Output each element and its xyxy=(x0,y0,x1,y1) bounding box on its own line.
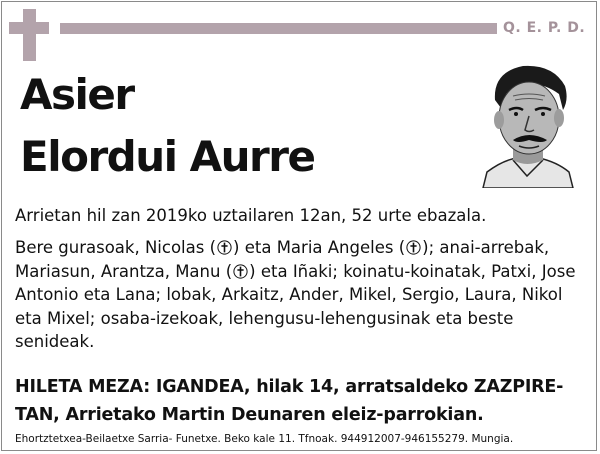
deceased-surname: Elordui Aurre xyxy=(20,132,315,181)
header-bar xyxy=(60,23,497,34)
family-list xyxy=(15,236,585,354)
family-text-3: ); anai-arrebak, Mariasun, Arantza, Manu ( xyxy=(15,238,550,281)
death-statement: Arrietan hil zan 2019ko uztailaren 12an, 52 urte ebazala. xyxy=(15,206,487,225)
family-text-1: Bere gurasoak, Nicolas ( xyxy=(15,238,217,257)
funeral-home-info: Ehortztetxea-Beilaetxe Sarria- Funetxe. Beko kale 11. Tfnoak. 944912007-946155279. Mungia. xyxy=(15,433,514,445)
funeral-mass-line-1: HILETA MEZA: IGANDEA, hilak 14, arratsaldeko ZAZPIRE- xyxy=(15,377,564,397)
deceased-first-name: Asier xyxy=(20,70,134,119)
qepd-label: Q. E. P. D. xyxy=(503,20,586,36)
funeral-mass-info xyxy=(15,373,585,429)
deceased-cross-icon xyxy=(217,240,232,255)
portrait-photo xyxy=(473,60,581,188)
funeral-mass-line-2: TAN, Arrietako Martin Deunaren eleiz-parrokian. xyxy=(15,405,484,425)
deceased-cross-icon xyxy=(233,264,248,279)
deceased-cross-icon xyxy=(406,240,421,255)
family-text-2: ) eta Maria Angeles ( xyxy=(233,238,406,257)
family-text-4: ) eta Iñaki; koinatu-koinatak, Patxi, Jose Antonio eta Lana; lobak, Arkaitz, Ander, Mikel, Sergio, Laura, Nikol eta Mixel; osaba-izekoak, lehengusu-lehengusinak eta beste senideak. xyxy=(15,261,576,351)
